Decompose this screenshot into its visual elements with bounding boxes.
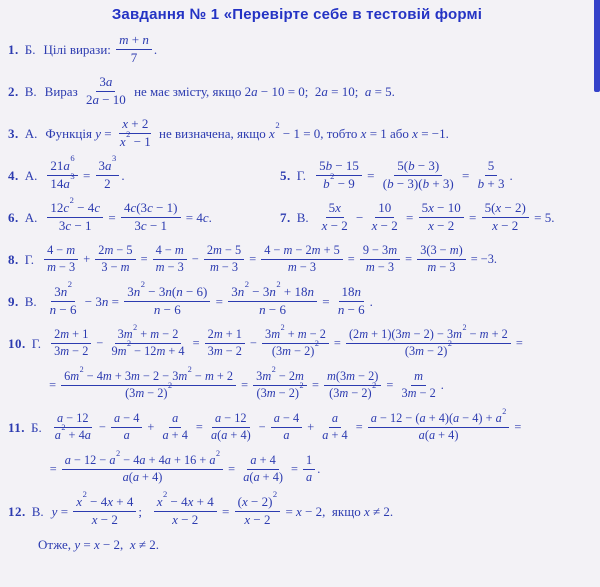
answer-letter: В. [24, 83, 37, 99]
equation-row [51, 489, 394, 531]
math-text: = [79, 167, 94, 183]
problem-1 [8, 30, 596, 69]
problem-3 [8, 114, 596, 153]
problem-5 [280, 156, 513, 195]
problem-8 [8, 240, 596, 279]
fraction [124, 279, 210, 317]
fraction [261, 244, 342, 275]
problem-number: 7. [280, 209, 291, 225]
fraction-denominator: a + 4 [322, 428, 348, 442]
fraction [111, 412, 142, 443]
problem-number: 6. [8, 209, 19, 225]
fraction [235, 489, 281, 527]
math-text: = [49, 462, 60, 476]
problem-6 [8, 195, 280, 237]
math-text: − [188, 252, 202, 266]
fraction-numerator: x + 2 [119, 117, 151, 134]
fraction-denominator: x − 2 [492, 218, 519, 233]
fraction-denominator: m − 3 [47, 260, 76, 274]
page-title: Завдання № 1 «Перевірте себе в тестовій формі [111, 6, 483, 23]
problem-number: 12. [8, 503, 26, 519]
fraction-numerator: 2m − 5 [95, 244, 135, 260]
fraction [303, 454, 315, 485]
fraction-numerator: $3n^2 - 3n(n - 6)$ [124, 285, 210, 302]
math-text: . [440, 378, 444, 392]
fraction-denominator: $(3m - 2)^2$ [404, 339, 452, 358]
equation-row [38, 534, 159, 556]
problem-11 [8, 408, 596, 489]
fraction-denominator: a(a + 4) [210, 428, 251, 442]
math-text: = [212, 293, 227, 309]
fraction-denominator: a [306, 470, 313, 484]
math-text: Отже, y = x − 2, x ≠ 2. [38, 537, 159, 552]
fraction-numerator: 4c(3c − 1) [121, 201, 181, 218]
answer-letter: Б. [31, 419, 42, 435]
fraction-numerator: $a - 12 - a^2 - 4a + 4a + 16 + a^2$ [62, 454, 223, 470]
math-text: . [121, 167, 125, 183]
fraction-numerator: 4 − m [44, 244, 78, 260]
fraction-denominator: 3 − m [101, 260, 130, 274]
fraction-denominator: $14a^3$ [50, 170, 75, 191]
fraction-numerator: 5x [326, 201, 344, 218]
fraction-numerator: $a - 12 - (a + 4)(a - 4) + a^2$ [368, 412, 510, 428]
fraction-numerator: a − 12 [54, 412, 92, 428]
problem-label [8, 30, 36, 69]
math-text: . [317, 462, 321, 476]
answer-letter: В. [296, 209, 309, 225]
math-text: = [308, 378, 322, 392]
fraction-numerator: a [169, 412, 181, 428]
math-text: Цілі вирази: [43, 41, 115, 57]
fraction-numerator: 5(b − 3) [394, 159, 442, 176]
math-text: . [509, 167, 513, 183]
fraction [204, 244, 244, 275]
fraction [159, 412, 190, 443]
answer-letter: В. [31, 503, 44, 519]
answer-letter: Г. [24, 251, 35, 267]
math-text: = [383, 378, 397, 392]
math-text: = [363, 167, 378, 183]
fraction-denominator: x − 2 [91, 512, 118, 527]
problem-row-6-7 [8, 195, 596, 237]
fraction-numerator: 5(x − 2) [482, 201, 529, 218]
equation-row [50, 408, 522, 447]
fraction-numerator: $3a^3$ [96, 159, 120, 176]
problem-number: 5. [280, 167, 291, 183]
fraction [73, 489, 136, 527]
problem-number: 4. [8, 167, 19, 183]
math-text: = [402, 252, 416, 266]
fraction-numerator: 5 [485, 159, 498, 176]
fraction-denominator: m − 3 [209, 260, 239, 274]
math-text: = [512, 336, 523, 350]
fraction [475, 159, 508, 191]
fraction-numerator: a + 4 [247, 454, 278, 470]
math-text: = [465, 209, 480, 225]
fraction [52, 412, 94, 443]
problem-number: 9. [8, 293, 19, 309]
math-text: = −3. [467, 252, 497, 266]
equation-row [314, 156, 513, 195]
answer-letter: А. [24, 167, 38, 183]
fraction-denominator: n − 6 [49, 302, 77, 317]
fraction-denominator: $(3m - 2)^2$ [271, 339, 319, 358]
fraction-numerator: 10 [375, 201, 394, 218]
fraction [360, 244, 400, 275]
fraction-numerator: 18n [339, 285, 365, 302]
math-text: = x − 2, якщо x ≠ 2. [282, 503, 394, 519]
math-text: = [246, 252, 260, 266]
fraction-numerator: 3(3 − m) [417, 244, 465, 260]
fraction-numerator: a − 4 [111, 412, 142, 428]
answer-letter: Г. [31, 335, 42, 351]
math-text: . [153, 41, 158, 57]
fraction [44, 244, 78, 275]
equation-row [45, 114, 448, 153]
fraction-denominator: m − 3 [427, 260, 456, 274]
problem-label [8, 408, 43, 447]
problem-label [8, 324, 42, 363]
problem-number: 1. [8, 41, 19, 57]
fraction [368, 406, 510, 443]
fraction [47, 279, 80, 317]
math-text: = [330, 336, 344, 350]
problem-number: 10. [8, 335, 26, 351]
fraction [153, 244, 187, 275]
fraction-numerator: 2m + 1 [51, 328, 91, 344]
fraction [253, 364, 307, 401]
fraction [419, 201, 464, 233]
problem-number: 2. [8, 83, 19, 99]
answer-letter: Г. [296, 167, 307, 183]
fraction-denominator: 3c − 1 [58, 218, 92, 233]
fraction-denominator: a(a + 4) [122, 470, 163, 484]
math-text: y = [51, 503, 72, 519]
math-text: не визначена, якщо $x^2 - 1 = 0$, тобто x = 1 або x = −1. [155, 120, 449, 141]
math-text: = [238, 378, 252, 392]
fraction-denominator: m − 3 [287, 260, 317, 274]
fraction-denominator: $(3m - 2)^2$ [125, 381, 173, 400]
fraction-denominator: 2a − 10 [85, 92, 126, 107]
problem-10 [8, 324, 596, 405]
fraction [228, 279, 317, 317]
fraction-numerator: $(x - 2)^2$ [235, 495, 281, 512]
fraction [380, 159, 457, 191]
fraction-denominator: x − 2 [172, 512, 199, 527]
math-text: = [318, 293, 333, 309]
fraction-numerator: m [411, 370, 426, 386]
math-text: − [352, 209, 367, 225]
fraction [95, 244, 135, 275]
fraction-denominator: m − 3 [155, 260, 184, 274]
fraction-numerator: $21a^6$ [47, 159, 77, 176]
fraction-denominator: 3m − 2 [401, 386, 436, 400]
math-text: − [246, 336, 261, 350]
fraction [262, 322, 329, 359]
equation-row [45, 195, 212, 237]
problem-label [8, 198, 38, 237]
fraction-denominator: a(a + 4) [418, 428, 459, 442]
equation-row [42, 240, 497, 279]
math-text: = [192, 420, 206, 434]
answer-letter: А. [24, 209, 38, 225]
math-text: . [369, 293, 373, 309]
fraction [61, 364, 236, 401]
fraction-numerator: $6m^2 - 4m + 3m - 2 - 3m^2 - m + 2$ [61, 370, 236, 386]
fraction-denominator: (b − 3)(b + 3) [382, 176, 454, 191]
fraction-numerator: a [329, 412, 341, 428]
math-text: + [144, 420, 158, 434]
fraction [398, 370, 438, 401]
fraction [335, 285, 368, 317]
fraction-denominator: x − 2 [371, 218, 398, 233]
problem-label [8, 492, 45, 531]
fraction [319, 201, 351, 233]
math-text: = [49, 378, 60, 392]
equation-row [45, 153, 125, 195]
fraction-denominator: m − 3 [365, 260, 395, 274]
fraction-denominator: $(3m - 2)^2$ [256, 381, 304, 400]
math-text: = [287, 462, 302, 476]
fraction-numerator: 3a [96, 75, 115, 92]
math-text: = [344, 252, 358, 266]
problem-12 [8, 489, 596, 531]
answer-letter: А. [24, 125, 38, 141]
fraction [205, 328, 245, 359]
fraction [83, 75, 129, 107]
problem-label [280, 156, 307, 195]
fraction [116, 33, 152, 65]
problem-label [8, 282, 38, 321]
fraction [324, 370, 381, 401]
fraction [121, 201, 181, 233]
fraction-denominator: $b^2 - 9$ [323, 170, 355, 191]
equation-row [45, 72, 395, 111]
problem-label [8, 240, 35, 279]
problem-label [8, 156, 38, 195]
fraction-denominator: n − 6 [153, 302, 181, 317]
fraction-numerator: $3n^2 - 3n^2 + 18n$ [228, 285, 317, 302]
fraction [208, 412, 254, 443]
fraction-denominator: x − 2 [428, 218, 455, 233]
problem-7 [280, 198, 554, 237]
fraction-denominator: $9m^2 - 12m + 4$ [111, 339, 185, 358]
equation-row [49, 366, 523, 405]
fraction [482, 201, 529, 233]
scan-edge-artifact [594, 0, 600, 92]
fraction-denominator: a(a + 4) [243, 470, 283, 484]
fraction [316, 159, 362, 191]
fraction-denominator: x − 2 [244, 512, 271, 527]
math-text: − [255, 420, 269, 434]
math-text: = [105, 209, 119, 225]
answer-letter: Б. [24, 41, 36, 57]
math-text: Вираз [44, 83, 81, 99]
fraction-numerator: m + n [116, 33, 152, 50]
fraction-numerator: 2m − 5 [204, 244, 244, 260]
fraction-numerator: $x^2 - 4x + 4$ [154, 495, 217, 512]
problem-row-4-5 [8, 153, 596, 195]
math-text: ; [138, 503, 152, 519]
fraction-numerator: 4 − m [153, 244, 187, 260]
fraction-denominator: 2 [104, 176, 111, 191]
math-text: = [511, 420, 522, 434]
fraction [346, 322, 511, 359]
problem-label [8, 114, 38, 153]
fraction [117, 117, 154, 149]
fraction [417, 244, 465, 275]
fraction-numerator: m(3m − 2) [324, 370, 381, 386]
math-text: − [95, 420, 109, 434]
fraction-denominator: a + 4 [162, 428, 188, 442]
problem-label [8, 72, 38, 111]
problem-number: 3. [8, 125, 19, 141]
math-text: = [352, 420, 366, 434]
conclusion-line [8, 534, 596, 556]
fraction [96, 153, 120, 191]
math-text: = [189, 336, 203, 350]
equation-row [50, 450, 522, 489]
equation-row [317, 198, 555, 237]
fraction-numerator: $3m^2 - 2m$ [253, 370, 307, 386]
fraction-denominator: a [283, 428, 290, 442]
fraction-denominator: 3m − 2 [54, 344, 89, 358]
fraction [108, 322, 187, 359]
fraction-numerator: $3n^2$ [51, 285, 75, 302]
fraction-numerator: 4 − m − 2m + 5 [261, 244, 342, 260]
math-text: не має змісту, якщо 2a − 10 = 0; 2a = 10; a = 5. [130, 83, 395, 99]
problem-label [280, 198, 310, 237]
fraction [47, 195, 103, 233]
math-text: − [93, 336, 107, 350]
fraction-numerator: 5b − 15 [316, 159, 362, 176]
fraction-numerator: 9 − 3m [360, 244, 400, 260]
fraction-numerator: $3m^2 + m - 2$ [115, 328, 182, 344]
answer-letter: В. [24, 293, 37, 309]
math-text: Функція y = [45, 125, 115, 141]
problem-number: 11. [8, 419, 26, 435]
math-text: − 3n = [81, 293, 123, 309]
fraction-denominator: $(3m - 2)^2$ [329, 381, 377, 400]
math-text: = 5. [530, 209, 555, 225]
math-text: = [137, 252, 151, 266]
fraction [369, 201, 401, 233]
problem-9 [8, 279, 596, 321]
fraction [47, 153, 77, 191]
math-text: = [402, 209, 417, 225]
fraction-numerator: $(2m + 1)(3m - 2) - 3m^2 - m + 2$ [346, 328, 511, 344]
fraction-numerator: $x^2 - 4x + 4$ [73, 495, 136, 512]
problem-4 [8, 153, 280, 195]
fraction-denominator: n − 6 [337, 302, 365, 317]
fraction [271, 412, 302, 443]
fraction-denominator: x − 2 [321, 218, 348, 233]
fraction [319, 412, 350, 443]
problem-number: 8. [8, 251, 19, 267]
fraction-numerator: $12c^2 - 4c$ [47, 201, 103, 218]
fraction-denominator: 7 [130, 50, 138, 65]
math-text: = [225, 462, 239, 476]
fraction-numerator: $3m^2 + m - 2$ [262, 328, 329, 344]
equation-row [43, 30, 157, 69]
fraction-numerator: 5x − 10 [419, 201, 464, 218]
fraction-denominator: a [123, 428, 130, 442]
fraction-denominator: n − 6 [259, 302, 287, 317]
math-text: = [458, 167, 473, 183]
problem-2 [8, 72, 596, 111]
fraction-numerator: a − 12 [212, 412, 250, 428]
fraction-numerator: 1 [303, 454, 315, 470]
fraction-denominator: 3c − 1 [134, 218, 168, 233]
math-text: + [80, 252, 94, 266]
fraction [62, 448, 223, 485]
math-text: = 4c. [182, 209, 212, 225]
fraction-denominator: 3m − 2 [207, 344, 242, 358]
equation-row [45, 279, 373, 321]
fraction [240, 454, 286, 485]
fraction-denominator: $a^2 + 4a$ [54, 423, 91, 442]
fraction-numerator: 2m + 1 [205, 328, 245, 344]
fraction-denominator: $x^2 - 1$ [119, 128, 151, 149]
fraction [154, 489, 217, 527]
fraction [51, 328, 91, 359]
math-text: = [218, 503, 233, 519]
equation-row [49, 324, 523, 363]
fraction-denominator: b + 3 [477, 176, 505, 191]
math-text: + [304, 420, 318, 434]
fraction-numerator: a − 4 [271, 412, 302, 428]
